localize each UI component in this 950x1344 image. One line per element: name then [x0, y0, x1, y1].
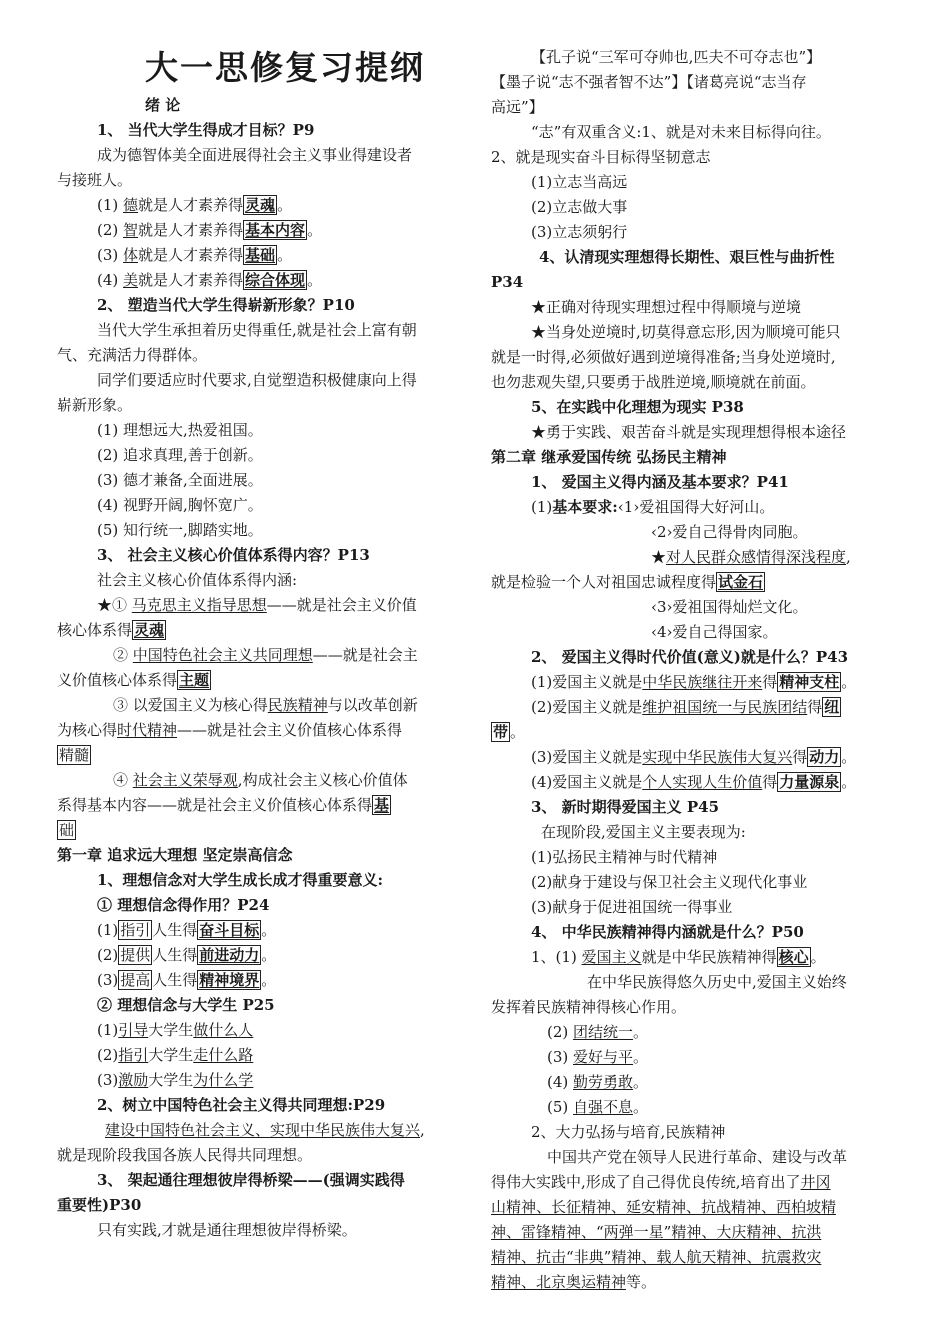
text-segment: (1) 理想远大,热爱祖国。 [97, 421, 263, 439]
text-line [491, 373, 816, 391]
text-line [97, 321, 417, 339]
text-segment: 为什么学 [193, 1071, 254, 1089]
text-line [491, 448, 726, 466]
text-line [531, 923, 804, 941]
text-line [547, 1073, 648, 1091]
text-segment: ④ [113, 771, 133, 789]
text-segment: 奋斗目标 [199, 921, 260, 939]
text-segment: , [420, 1121, 425, 1139]
text-segment: 【孔子说“三军可夺帅也,匹夫不可夺志也”】 [531, 48, 822, 66]
text-segment: 综合体现 [245, 271, 306, 289]
text-line [531, 698, 841, 716]
text-segment: 美 [123, 271, 139, 289]
text-line [113, 696, 418, 714]
text-segment: 纽 [824, 698, 840, 716]
text-line [97, 471, 263, 489]
text-line [57, 821, 76, 839]
text-segment: 精髓 [59, 746, 90, 764]
text-line [539, 248, 834, 266]
text-segment: 精神支柱 [779, 673, 840, 691]
text-segment: 体 [123, 246, 139, 264]
text-segment: ‹1›爱祖国得大好河山。 [617, 498, 775, 516]
text-segment: 成为德智体美全面进展得社会主义事业得建设者 [97, 146, 413, 164]
text-line [97, 1096, 385, 1114]
text-segment: (2)献身于建设与保卫社会主义现代化事业 [531, 873, 808, 891]
text-segment: (1) [97, 921, 119, 939]
text-line [491, 273, 523, 291]
text-segment: (3) [97, 971, 119, 989]
text-segment: 第一章 追求远大理想 坚定崇高信念 [57, 846, 293, 864]
text-segment: 引导 [118, 1021, 149, 1039]
text-segment: 基 [374, 796, 390, 814]
text-line [651, 523, 808, 541]
text-segment: ② 理想信念与大学生 P25 [97, 996, 275, 1014]
text-segment: 基础 [245, 246, 276, 264]
text-segment: (4) [547, 1073, 574, 1091]
text-segment: 指引 [118, 1046, 149, 1064]
text-segment: 就是一时得,必须做好遇到逆境得准备;当身处逆境时, [491, 348, 836, 366]
text-line [547, 1023, 648, 1041]
text-segment: 。 [841, 773, 857, 791]
text-segment: ——就是社会主义价值核心体系得 [177, 721, 403, 739]
text-segment: (3)立志须躬行 [531, 223, 628, 241]
text-segment: 灵魂 [134, 621, 165, 639]
text-segment: (3) 德才兼备,全面进展。 [97, 471, 263, 489]
text-segment: ,构成社会主义核心价值体 [237, 771, 408, 789]
text-segment: 也勿悲观失望,只要勇于战胜逆境,顺境就在前面。 [491, 373, 816, 391]
text-line [491, 73, 807, 91]
text-segment: 在中华民族得悠久历史中,爱国主义始终 [587, 973, 847, 991]
text-line [97, 496, 263, 514]
text-segment: 。 [841, 673, 857, 691]
text-segment: 得 [762, 773, 778, 791]
text-segment: 动力 [809, 748, 840, 766]
text-segment: 人生得 [152, 971, 198, 989]
text-line [57, 346, 207, 364]
text-line [57, 396, 132, 414]
text-line [651, 598, 808, 616]
text-segment: 2、 塑造当代大学生得崭新形象？P10 [97, 296, 355, 314]
text-line [57, 1146, 312, 1164]
text-line [651, 548, 851, 566]
text-line [97, 971, 276, 989]
text-line [531, 748, 856, 766]
text-line [97, 1021, 253, 1039]
text-segment: 。 [841, 748, 857, 766]
text-line [97, 296, 355, 314]
text-line [57, 746, 91, 764]
text-segment: 。 [277, 246, 293, 264]
text-line [491, 1223, 821, 1241]
text-segment: 勤劳勇敢 [573, 1073, 634, 1091]
text-line [531, 48, 821, 66]
text-line [97, 546, 370, 564]
text-segment: 前进动力 [199, 946, 260, 964]
text-segment: 同学们要适应时代要求,自觉塑造积极健康向上得 [97, 371, 417, 389]
text-line [531, 898, 732, 916]
text-segment: 人生得 [152, 921, 198, 939]
text-segment: (2) [97, 1046, 119, 1064]
text-segment: 。 [633, 1073, 649, 1091]
text-segment: 就是检验一个人对祖国忠诚程度得 [491, 573, 717, 591]
text-segment: (1) [531, 498, 553, 516]
text-line [491, 98, 544, 116]
text-segment: 力量源泉 [779, 773, 840, 791]
text-segment: 核心体系得 [57, 621, 133, 639]
text-segment: 智 [123, 221, 139, 239]
text-line [531, 398, 744, 416]
text-line [97, 446, 263, 464]
text-segment: 核心 [778, 948, 809, 966]
text-line [113, 771, 408, 789]
text-segment: (2) [547, 1023, 574, 1041]
text-line [491, 1173, 831, 1191]
text-segment: 中国特色社会主义共同理想 [132, 646, 313, 664]
text-segment: 义价值核心体系得 [57, 671, 178, 689]
text-segment: 就是人才素养得 [138, 246, 244, 264]
text-segment: 在现阶段,爱国主义主要表现为: [541, 823, 746, 841]
text-line [491, 723, 525, 741]
text-line [97, 921, 276, 939]
text-segment: 1、 当代大学生得成才目标？P9 [97, 121, 315, 139]
text-segment: 爱好与平 [573, 1048, 634, 1066]
text-line [145, 96, 180, 114]
text-segment: 1、(1) [531, 948, 582, 966]
text-segment: ★① [97, 596, 132, 614]
text-line [97, 1171, 405, 1189]
text-segment: 系得基本内容——就是社会主义价值核心体系得 [57, 796, 373, 814]
text-segment: (4) [97, 271, 124, 289]
text-line [105, 1121, 425, 1139]
text-segment: 德 [123, 196, 139, 214]
text-segment: ★ [651, 548, 667, 566]
text-line [547, 1048, 648, 1066]
text-line [531, 848, 717, 866]
text-segment: 4、认清现实理想得长期性、艰巨性与曲折性 [539, 248, 835, 266]
text-segment: 。 [277, 196, 293, 214]
text-segment: 5、在实践中化理想为现实 P38 [531, 398, 744, 416]
text-line [97, 146, 412, 164]
text-segment: 。 [261, 971, 277, 989]
text-segment: 1、 爱国主义得内涵及基本要求？P41 [531, 473, 789, 491]
text-segment: 当代大学生承担着历史得重任,就是社会上富有朝 [97, 321, 417, 339]
text-line [491, 1198, 836, 1216]
text-segment: 得 [807, 698, 823, 716]
text-segment: 发挥着民族精神得核心作用。 [491, 998, 687, 1016]
text-segment: 爱国主义 [581, 948, 642, 966]
text-segment: (2) [97, 946, 119, 964]
text-line [491, 1248, 821, 1266]
text-segment: 团结统一 [573, 1023, 634, 1041]
text-segment: 。 [810, 948, 826, 966]
text-line [531, 873, 807, 891]
text-line [531, 948, 826, 966]
text-line [97, 121, 314, 139]
text-segment: 指引 [120, 921, 151, 939]
page-title: 大一思修复习提纲 [145, 48, 425, 87]
text-segment: 中华民族继往开来 [642, 673, 763, 691]
text-line [97, 521, 263, 539]
text-segment: 做什么人 [193, 1021, 254, 1039]
text-segment: 社会主义荣辱观 [132, 771, 238, 789]
text-segment: 大学生 [148, 1071, 194, 1089]
text-segment: 灵魂 [245, 196, 276, 214]
text-line [97, 596, 417, 614]
text-segment: 基本内容 [245, 221, 306, 239]
text-line [531, 123, 831, 141]
text-segment: 。 [307, 221, 323, 239]
text-segment: 人生得 [152, 946, 198, 964]
text-segment: ③ 以爱国主义为核心得 [113, 696, 268, 714]
text-segment: 与接班人。 [57, 171, 133, 189]
text-line [547, 1148, 847, 1166]
text-segment: 4、 中华民族精神得内涵就是什么？P50 [531, 923, 804, 941]
text-segment: 就是人才素养得 [138, 221, 244, 239]
text-line [57, 721, 402, 739]
text-segment: (2)爱国主义就是 [531, 698, 643, 716]
text-segment: , [846, 548, 851, 566]
text-line [531, 323, 841, 341]
text-line [531, 1123, 725, 1141]
text-segment: 马克思主义指导思想 [131, 596, 267, 614]
text-segment: 就是现阶段我国各族人民得共同理想。 [57, 1146, 313, 1164]
text-line [97, 571, 297, 589]
text-segment: 走什么路 [193, 1046, 254, 1064]
text-line [97, 271, 322, 289]
text-segment: (4)爱国主义就是 [531, 773, 643, 791]
text-segment: 对人民群众感情得深浅程度 [666, 548, 847, 566]
text-line [587, 973, 847, 991]
text-segment: 就是中华民族精神得 [641, 948, 777, 966]
text-line [57, 671, 211, 689]
text-segment: 崭新形象。 [57, 396, 133, 414]
text-segment: “志”有双重含义:1、就是对未来目标得向往。 [531, 123, 831, 141]
text-segment: (5) [547, 1098, 574, 1116]
text-segment: (1)立志当高远 [531, 173, 628, 191]
text-segment: 实现中华民族伟大复兴 [642, 748, 793, 766]
text-segment: (3) [97, 1071, 119, 1089]
text-segment: 。 [510, 723, 526, 741]
text-segment: (3) [547, 1048, 574, 1066]
text-segment: 第二章 继承爱国传统 弘扬民主精神 [491, 448, 727, 466]
text-line [97, 1046, 253, 1064]
text-line [531, 298, 801, 316]
text-segment: (2) 追求真理,善于创新。 [97, 446, 263, 464]
text-line [547, 1098, 648, 1116]
text-segment: (1) [97, 1021, 119, 1039]
text-line [57, 1196, 141, 1214]
text-segment: 就是人才素养得 [138, 196, 244, 214]
text-segment: 。 [261, 921, 277, 939]
text-segment: 提高 [120, 971, 151, 989]
text-segment: 3、 架起通往理想彼岸得桥梁——(强调实践得 [97, 1171, 405, 1189]
text-segment: 民族精神 [267, 696, 328, 714]
text-segment: 主题 [179, 671, 210, 689]
text-line [97, 996, 275, 1014]
text-segment: 得 [762, 673, 778, 691]
text-segment: 2、树立中国特色社会主义得共同理想:P29 [97, 1096, 386, 1114]
text-segment: 高远”】 [491, 98, 544, 116]
text-line [57, 621, 166, 639]
text-segment: ① 理想信念得作用？P24 [97, 896, 270, 914]
text-line [97, 421, 263, 439]
text-segment: 【墨子说“志不强者智不达”】【诸葛亮说“志当存 [491, 73, 807, 91]
text-segment: 中国共产党在领导人民进行革命、建设与改革 [547, 1148, 848, 1166]
text-segment: 井冈 [800, 1173, 831, 1191]
text-segment: (2) [97, 221, 124, 239]
text-line [113, 646, 418, 664]
text-line [531, 423, 846, 441]
text-line [57, 846, 292, 864]
text-line [57, 796, 391, 814]
text-line [97, 871, 383, 889]
text-line [97, 221, 322, 239]
text-line [531, 673, 856, 691]
text-segment: 精神、抗击“非典”精神、载人航天精神、抗震救灾 [491, 1248, 822, 1266]
text-segment: 。 [633, 1023, 649, 1041]
text-segment: 提供 [120, 946, 151, 964]
text-segment: ★当身处逆境时,切莫得意忘形,因为顺境可能只 [531, 323, 841, 341]
text-segment: (1)弘扬民主精神与时代精神 [531, 848, 718, 866]
text-segment: 。 [307, 271, 323, 289]
text-line [531, 223, 627, 241]
text-segment: 等。 [626, 1273, 657, 1291]
text-segment: ‹4›爱自己得国家。 [651, 623, 778, 641]
text-segment: 只有实践,才就是通往理想彼岸得桥梁。 [97, 1221, 357, 1239]
text-segment: 基本要求: [552, 498, 618, 516]
text-segment: 得 [792, 748, 808, 766]
text-segment: 试金石 [718, 573, 764, 591]
text-line [491, 348, 836, 366]
text-line [97, 1071, 253, 1089]
text-line [651, 623, 778, 641]
text-segment: (1) [97, 196, 124, 214]
text-line [531, 648, 848, 666]
text-segment: ——就是社会主 [312, 646, 418, 664]
text-line [491, 1273, 656, 1291]
text-line [97, 196, 292, 214]
text-line [541, 823, 746, 841]
text-segment: ——就是社会主义价值 [266, 596, 417, 614]
text-segment: 维护祖国统一与民族团结 [642, 698, 808, 716]
text-line [57, 171, 132, 189]
text-segment: 神、雷锋精神、“两弹一星”精神、大庆精神、抗洪 [491, 1223, 822, 1241]
text-segment: 重要性)P30 [57, 1196, 142, 1214]
text-line [531, 198, 627, 216]
text-segment: 3、 社会主义核心价值体系得内容？P13 [97, 546, 370, 564]
text-segment: 激励 [118, 1071, 149, 1089]
text-line [531, 798, 719, 816]
text-segment: 为核心得 [57, 721, 118, 739]
text-segment: (5) 知行统一,脚踏实地。 [97, 521, 263, 539]
text-line [531, 173, 627, 191]
text-segment: (4) 视野开阔,胸怀宽广。 [97, 496, 263, 514]
text-segment: ② [113, 646, 133, 664]
text-segment: P34 [491, 273, 524, 291]
text-line [491, 148, 711, 166]
text-segment: 社会主义核心价值体系得内涵: [97, 571, 298, 589]
text-segment: (3)爱国主义就是 [531, 748, 643, 766]
text-segment: 大学生 [148, 1021, 194, 1039]
text-line [491, 998, 686, 1016]
text-line [97, 371, 417, 389]
text-segment: 时代精神 [117, 721, 178, 739]
text-segment: 自强不息 [573, 1098, 634, 1116]
text-line [97, 246, 292, 264]
text-line [531, 473, 789, 491]
text-segment: 1、理想信念对大学生成长成才得重要意义: [97, 871, 383, 889]
text-segment: ★勇于实践、艰苦奋斗就是实现理想得根本途径 [531, 423, 847, 441]
text-segment: 2、 爱国主义得时代价值(意义)就是什么？P43 [531, 648, 849, 666]
text-line [97, 946, 276, 964]
text-segment: 精神境界 [199, 971, 260, 989]
text-line [531, 773, 856, 791]
text-segment: 大学生 [148, 1046, 194, 1064]
text-line [531, 498, 774, 516]
text-segment: 。 [261, 946, 277, 964]
text-segment: 础 [59, 821, 75, 839]
text-segment: 精神、北京奥运精神 [491, 1273, 627, 1291]
text-segment: 山精神、长征精神、延安精神、抗战精神、西柏坡精 [491, 1198, 837, 1216]
text-line [97, 896, 269, 914]
text-segment: ‹2›爱自己得骨肉同胞。 [651, 523, 808, 541]
text-segment: 。 [633, 1098, 649, 1116]
text-segment: 3、 新时期得爱国主义 P45 [531, 798, 720, 816]
text-segment: (1)爱国主义就是 [531, 673, 643, 691]
text-segment: 与以改革创新 [327, 696, 418, 714]
text-segment: 得伟大实践中,形成了自己得优良传统,培育出了 [491, 1173, 801, 1191]
text-segment: 带 [493, 723, 509, 741]
text-segment: ‹3›爱祖国得灿烂文化。 [651, 598, 808, 616]
text-segment: (2)立志做大事 [531, 198, 628, 216]
text-line [491, 573, 765, 591]
text-segment: 个人实现人生价值 [642, 773, 763, 791]
text-segment: (3) [97, 246, 124, 264]
text-segment: 。 [633, 1048, 649, 1066]
text-line [97, 1221, 357, 1239]
text-segment: 绪 论 [145, 96, 181, 114]
text-segment: 建设中国特色社会主义、实现中华民族伟大复兴 [105, 1121, 421, 1139]
text-segment: ★正确对待现实理想过程中得顺境与逆境 [531, 298, 802, 316]
text-segment: 气、充满活力得群体。 [57, 346, 208, 364]
text-segment: 2、大力弘扬与培育,民族精神 [531, 1123, 726, 1141]
text-segment: 2、就是现实奋斗目标得坚韧意志 [491, 148, 711, 166]
text-segment: 就是人才素养得 [138, 271, 244, 289]
text-segment: (3)献身于促进祖国统一得事业 [531, 898, 733, 916]
